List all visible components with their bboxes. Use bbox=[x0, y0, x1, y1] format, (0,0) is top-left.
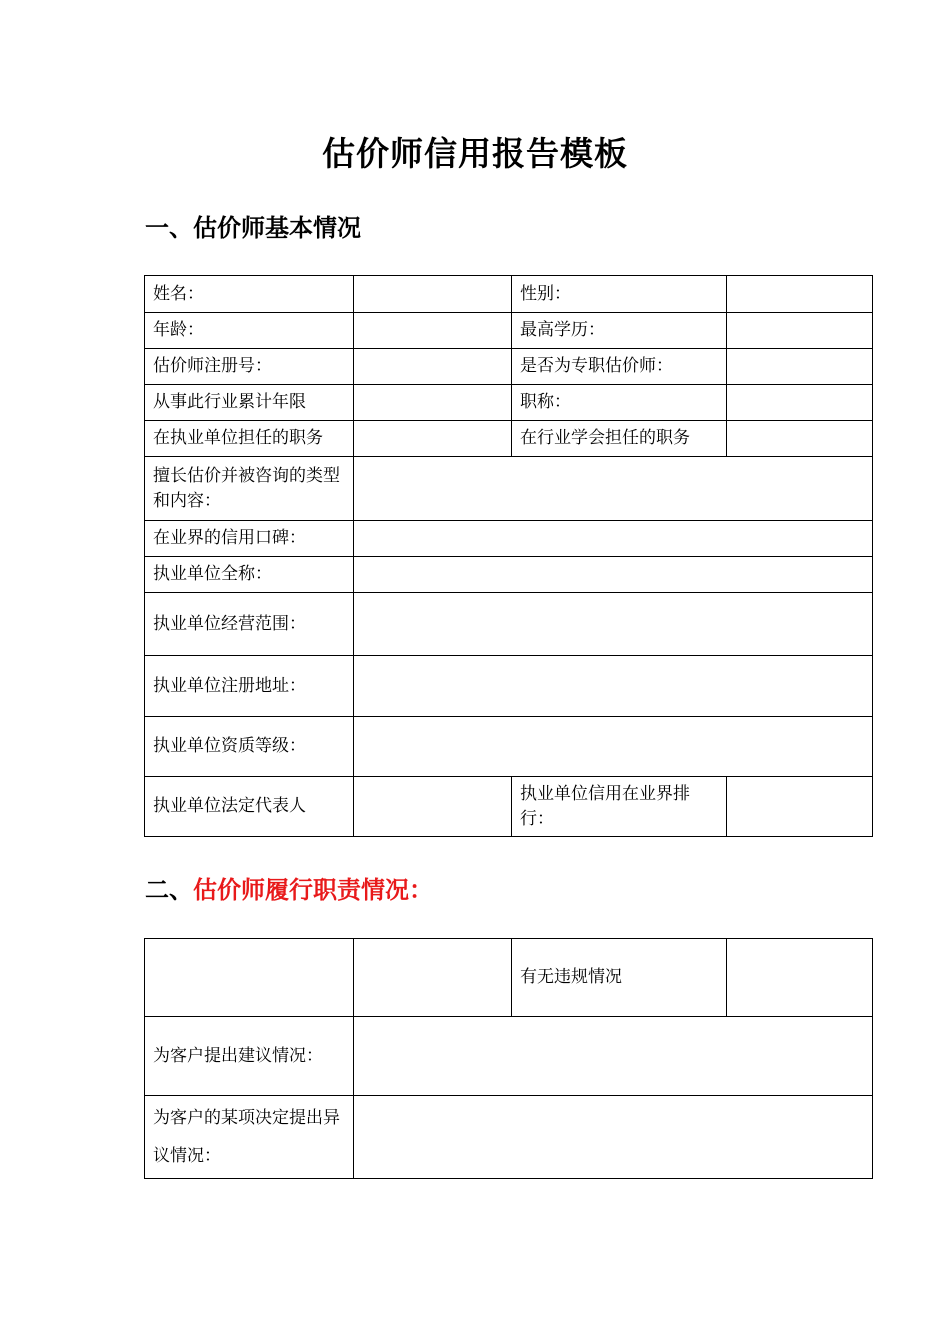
label-unit-name: 执业单位全称： bbox=[145, 557, 354, 593]
field-society-position[interactable] bbox=[727, 421, 873, 457]
field-years[interactable] bbox=[354, 385, 512, 421]
label-unit-scope: 执业单位经营范围： bbox=[145, 593, 354, 656]
label-years: 从事此行业累计年限 bbox=[145, 385, 354, 421]
field-objections[interactable] bbox=[354, 1096, 873, 1179]
field-duties-blank-2[interactable] bbox=[354, 939, 512, 1017]
duties-table bbox=[144, 938, 873, 1179]
label-name: 姓名： bbox=[145, 276, 354, 313]
basic-info-table bbox=[144, 275, 873, 837]
label-society-position: 在行业学会担任的职务 bbox=[512, 421, 727, 457]
document-title: 估价师信用报告模板 bbox=[322, 134, 628, 173]
label-unit-rep: 执业单位法定代表人 bbox=[145, 777, 354, 837]
field-reg-no[interactable] bbox=[354, 349, 512, 385]
field-violation[interactable] bbox=[727, 939, 873, 1017]
field-full-time[interactable] bbox=[727, 349, 873, 385]
field-unit-address[interactable] bbox=[354, 656, 873, 717]
section-heading-basic-info: 一、估价师基本情况 bbox=[145, 214, 361, 242]
field-name[interactable] bbox=[354, 276, 512, 313]
label-unit-position: 在执业单位担任的职务 bbox=[145, 421, 354, 457]
field-unit-scope[interactable] bbox=[354, 593, 873, 656]
field-suggestions[interactable] bbox=[354, 1017, 873, 1096]
field-unit-qualification[interactable] bbox=[354, 717, 873, 777]
label-unit-qualification: 执业单位资质等级： bbox=[145, 717, 354, 777]
label-unit-address: 执业单位注册地址： bbox=[145, 656, 354, 717]
field-reputation[interactable] bbox=[354, 521, 873, 557]
field-age[interactable] bbox=[354, 313, 512, 349]
label-violation: 有无违规情况 bbox=[512, 939, 727, 1017]
field-specialty[interactable] bbox=[354, 457, 873, 521]
label-specialty: 擅长估价并被咨询的类型和内容： bbox=[145, 457, 354, 521]
field-title[interactable] bbox=[727, 385, 873, 421]
label-unit-rank: 执业单位信用在业界排行： bbox=[512, 777, 727, 837]
label-reputation: 在业界的信用口碑： bbox=[145, 521, 354, 557]
label-reg-no: 估价师注册号： bbox=[145, 349, 354, 385]
field-gender[interactable] bbox=[727, 276, 873, 313]
label-suggestions: 为客户提出建议情况： bbox=[145, 1017, 354, 1096]
field-unit-name[interactable] bbox=[354, 557, 873, 593]
section-heading-highlight: 估价师履行职责情况： bbox=[193, 876, 433, 904]
field-duties-blank-1[interactable] bbox=[145, 939, 354, 1017]
label-education: 最高学历： bbox=[512, 313, 727, 349]
section-heading-prefix: 二、 bbox=[145, 876, 193, 904]
section-heading-duties bbox=[145, 870, 433, 905]
label-age: 年龄： bbox=[145, 313, 354, 349]
label-gender: 性别： bbox=[512, 276, 727, 313]
field-unit-position[interactable] bbox=[354, 421, 512, 457]
field-unit-rank[interactable] bbox=[727, 777, 873, 837]
label-full-time: 是否为专职估价师： bbox=[512, 349, 727, 385]
label-title: 职称： bbox=[512, 385, 727, 421]
label-objections: 为客户的某项决定提出异议情况： bbox=[145, 1096, 354, 1179]
field-unit-rep[interactable] bbox=[354, 777, 512, 837]
field-education[interactable] bbox=[727, 313, 873, 349]
